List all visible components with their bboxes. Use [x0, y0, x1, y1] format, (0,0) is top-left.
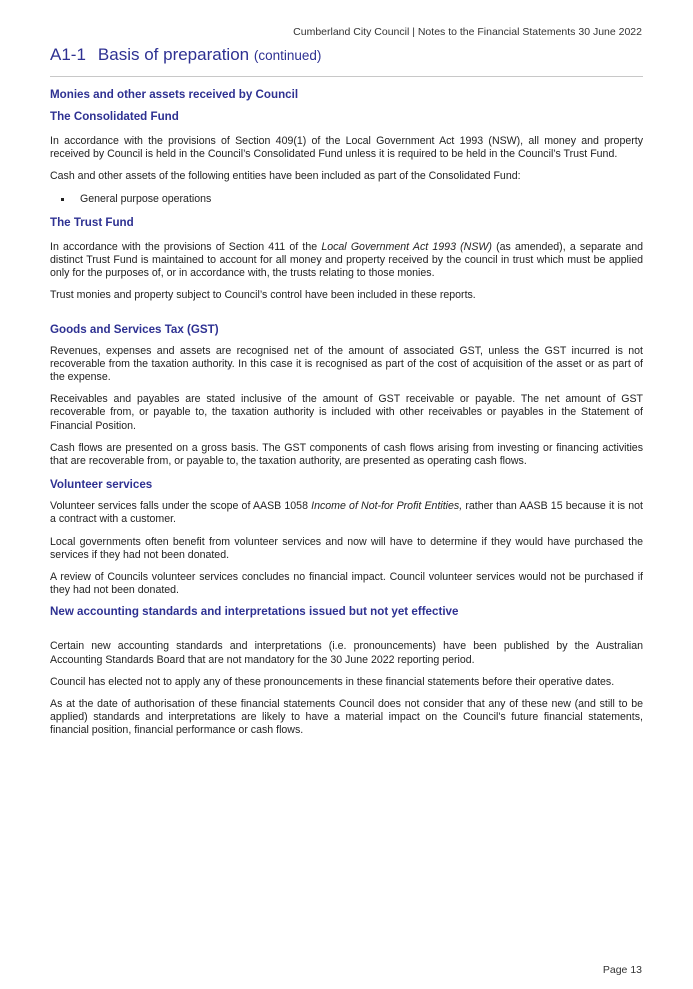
heading-gst: Goods and Services Tax (GST) [50, 322, 219, 336]
gst-paragraph-3: Cash flows are presented on a gross basis. The GST components of cash flows arising from investing or financing activities that are recoverable from, or payable to, the taxation authority, are presented as operating cash flows. [50, 441, 643, 468]
heading-volunteer: Volunteer services [50, 478, 153, 492]
title-divider [50, 76, 643, 77]
body-content [50, 88, 643, 738]
gst-paragraph-1: Revenues, expenses and assets are recognised net of the amount of associated GST, unless the GST incurred is not recoverable from the taxation authority. In this case it is recognised as part of the cost of acquisition of the asset or as part of the expense. [50, 344, 643, 384]
running-header: Cumberland City Council | Notes to the Financial Statements 30 June 2022 [293, 26, 642, 38]
bullet-icon [61, 198, 64, 201]
volunteer-paragraph-2: Local governments often benefit from volunteer services and now will have to determine if they would have purchased the services if they had not been donated. [50, 535, 643, 561]
bullet-text: General purpose operations [80, 192, 212, 205]
standards-paragraph-2: Council has elected not to apply any of these pronouncements in these financial statements before their operative dates. [50, 675, 615, 688]
standards-paragraph-3: As at the date of authorisation of these financial statements Council does not consider that any of these new (and still to be applied) standards and interpretations are likely to have a material impact on the Council's future financial statements, financial position, financial performance or cash flows. [50, 698, 643, 737]
heading-consolidated-fund: The Consolidated Fund [50, 110, 179, 123]
volunteer-paragraph-1: Volunteer services falls under the scope of AASB 1058 Income of Not-for Profit Entities, rather than AASB 15 because it is not a contract with a customer. [50, 500, 643, 526]
page-number: Page 13 [602, 964, 642, 976]
bullet-item [50, 193, 643, 206]
section-title: Basis of preparation [97, 45, 250, 64]
page-title [50, 45, 321, 65]
standards-paragraph-1: Certain new accounting standards and interpretations (i.e. pronouncements) have been published by the Australian Accounting Standards Board that are not mandatory for the 30 June 2022 reporting period. [50, 640, 643, 666]
section-continued: (continued) [253, 48, 322, 63]
gst-paragraph-2: Receivables and payables are stated inclusive of the amount of GST receivable or payable. The net amount of GST recoverable from, or payable to, the taxation authority is included with other receivables or payables in the Statement of Financial Position. [50, 393, 643, 432]
trust-paragraph-2: Trust monies and property subject to Council’s control have been included in these reports. [50, 289, 476, 302]
consolidated-paragraph-1: In accordance with the provisions of Section 409(1) of the Local Government Act 1993 (NSW), all money and property received by Council is held in the Council’s Consolidated Fund unless it is required to be held in the Council’s Trust Fund. [50, 135, 643, 161]
heading-trust-fund: The Trust Fund [50, 215, 134, 229]
consolidated-paragraph-2: Cash and other assets of the following entities have been included as part of the Consolidated Fund: [50, 170, 521, 183]
section-number: A1-1 [50, 45, 86, 64]
heading-new-standards: New accounting standards and interpretations issued but not yet effective [50, 605, 459, 619]
trust-paragraph-1: In accordance with the provisions of Section 411 of the Local Government Act 1993 (NSW) (as amended), a separate and distinct Trust Fund is maintained to account for all money and property received by the council in trust which must be applied only for the purposes of, or in accordance with, the trusts relating to those monies. [50, 240, 643, 280]
volunteer-paragraph-3: A review of Councils volunteer services concludes no financial impact. Council volunteer services would not be purchased if they had not been donated. [50, 571, 643, 597]
heading-monies: Monies and other assets received by Council [50, 88, 299, 101]
